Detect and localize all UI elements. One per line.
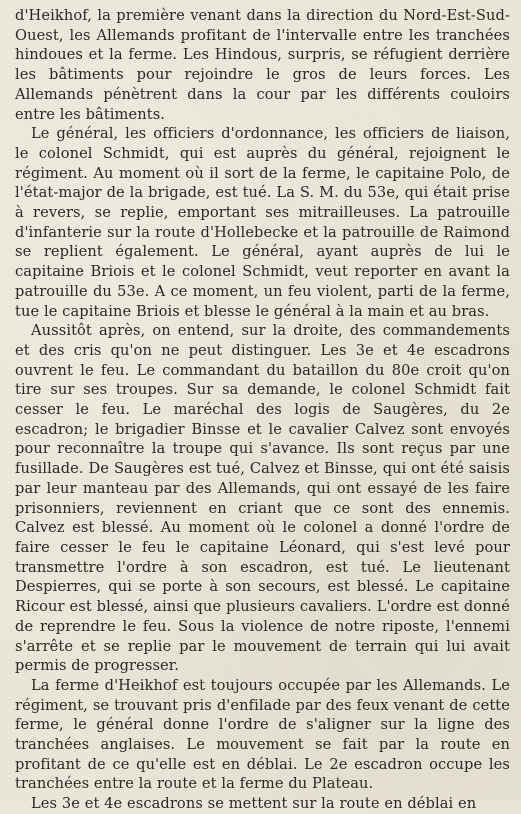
- paragraph: d'Heikhof, la première venant dans la direction du Nord-Est-Sud-Ouest, les Allemands profitant de l'intervalle entre les tranchées hindoues et la ferme. Les Hindous, surpris, se réfugient derrière les bâtiments pour rejoindre le gros de leurs forces. Les Allemands pénètrent dans la cour par les différents couloirs entre les bâtiments.: [15, 7, 510, 123]
- paragraph: Les 3e et 4e escadrons se mettent sur la route en déblai en: [31, 795, 477, 813]
- paragraph: Aussitôt après, on entend, sur la droite, des commandements et des cris qu'on ne peut distinguer. Les 3e et 4e escadrons ouvrent le feu. Le commandant du bataillon du 80e croit qu'on tire sur ses troupes. Sur sa demande, le colonel Schmidt fait cesser le feu. Le maréchal des logis de Saugères, du 2e escadron; le brigadier Binsse et le cavalier Calvez sont envoyés pour reconnaître la troupe qui s'avance. Ils sont reçus par une fusillade. De Saugères est tué, Calvez et Binsse, qui ont été saisis par leur manteau par des Allemands, qui ont essayé de les faire prisonniers, reviennent en criant que ce sont des ennemis. Calvez est blessé. Au moment où le colonel a donné l'ordre de faire cesser le feu le capitaine Léonard, qui s'est levé pour transmettre l'ordre à son escadron, est tué. Le lieutenant Despierres, qui se porte à son secours, est blessé. Le capitaine Ricour est blessé, ainsi que plusieurs cavaliers. L'ordre est donné de reprendre le feu. Sous la violence de notre riposte, l'ennemi s'arrête et se replie par le mouvement de terrain qui lui avait permis de progresser.: [15, 322, 510, 675]
- paragraph: La ferme d'Heikhof est toujours occupée par les Allemands. Le régiment, se trouvant pris d'enfilade par des feux venant de cette ferme, le général donne l'ordre de s'aligner sur la ligne des tranchées anglaises. Le mouvement se fait par la route en profitant de ce qu'elle est en déblai. Le 2e escadron occupe les tranchées entre la route et la ferme du Plateau.: [15, 676, 510, 793]
- paragraph: Le général, les officiers d'ordonnance, les officiers de liaison, le colonel Schmidt, qui est auprès du général, rejoignent le régiment. Au moment où il sort de la ferme, le capitaine Polo, de l'état-major de la brigade, est tué. La S. M. du 53e, qui était prise à revers, se replie, emportant ses mitrailleuses. La patrouille d'infanterie sur la route d'Hollebecke et la patrouille de Raimond se replient également. Le général, ayant auprès de lui le capitaine Briois et le colonel Schmidt, veut reporter en avant la patrouille du 53e. A ce moment, un feu violent, parti de la ferme, tue le capitaine Briois et blesse le général à la main et au bras.: [15, 125, 510, 320]
